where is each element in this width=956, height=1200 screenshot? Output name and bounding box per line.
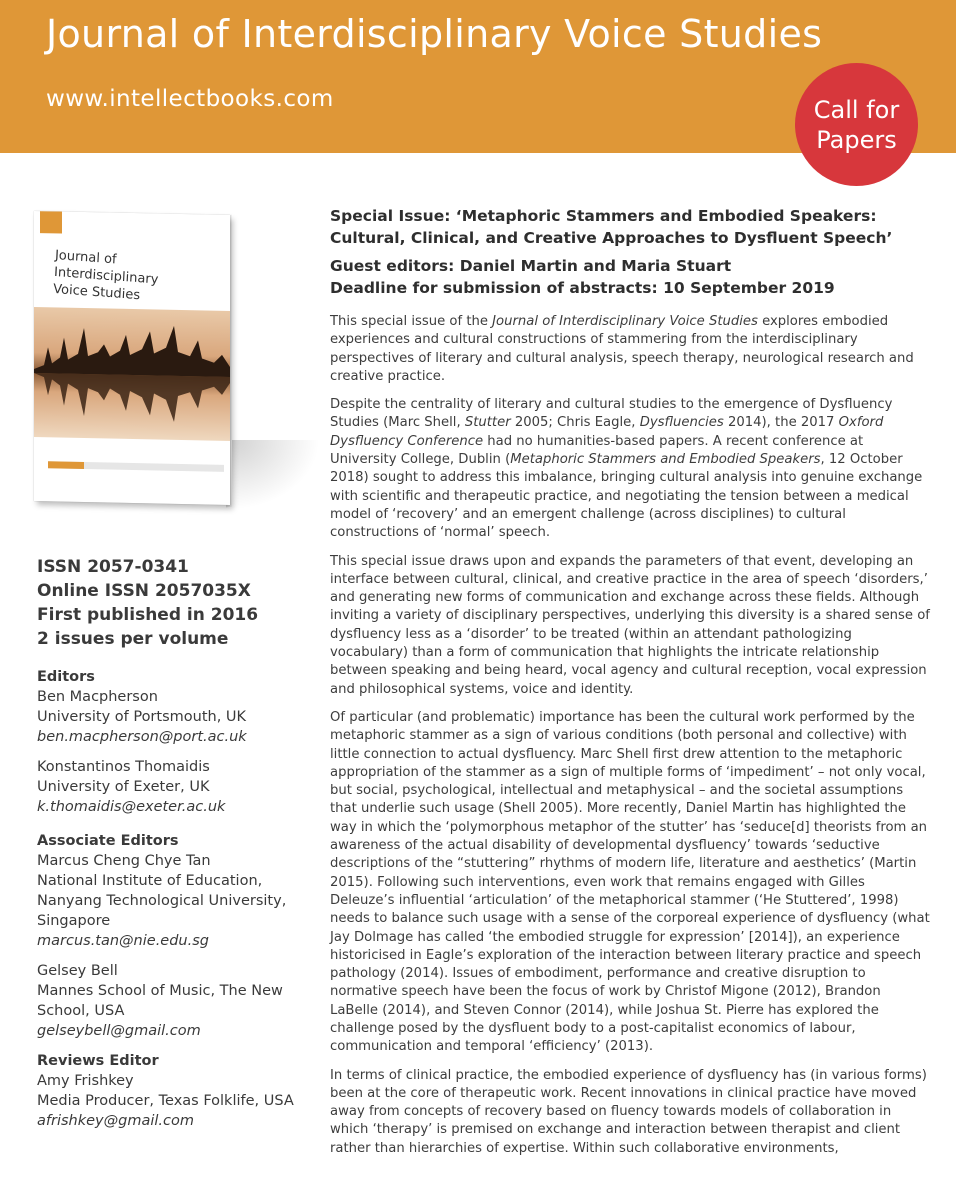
issn: ISSN 2057-0341: [37, 557, 189, 577]
left-column: [37, 555, 307, 1131]
paragraph-3: This special issue draws upon and expands the parameters of that event, developing an interface between cultural, clinical, and creative practice in the area of speech ‘disorders,’ and generating new forms of communication and exchange across these fields. Although inviting a variety of disciplinary perspectives, underlying this diversity is a shared sense of dysfluency less as a ‘disorder’ to be treated (within an attendant pathologizing vocabulary) than a form of communication that highlights the intricate relationship between speaking and being heard, vocal agency and cultural reception, vocal expression and philosophical systems, voice and identity.: [330, 553, 930, 697]
editor-2: [37, 757, 307, 817]
associate-editor-1: [37, 851, 307, 951]
editor-name: Konstantinos Thomaidis: [37, 759, 210, 775]
editor-email[interactable]: ben.macpherson@port.ac.uk: [37, 729, 247, 745]
cover-shadow: [230, 440, 320, 510]
associate-editors-section: [37, 831, 307, 1041]
associate-editor-email[interactable]: marcus.tan@nie.edu.sg: [37, 933, 209, 949]
cover-reflection-graphic: [34, 307, 230, 441]
online-issn: Online ISSN 2057035X: [37, 581, 251, 601]
editor-email[interactable]: k.thomaidis@exeter.ac.uk: [37, 799, 226, 815]
associate-editor-email[interactable]: gelseybell@gmail.com: [37, 1023, 201, 1039]
call-for-papers-badge: [795, 63, 918, 186]
reviews-editor-heading: Reviews Editor: [37, 1053, 159, 1069]
cover-footer: [48, 461, 224, 472]
reviews-editor-affiliation: Media Producer, Texas Folklife, USA: [37, 1093, 294, 1109]
guest-editors: Guest editors: Daniel Martin and Maria Stuart: [330, 257, 732, 275]
paragraph-2: Despite the centrality of literary and cultural studies to the emergence of Dysfluency Studies (Marc Shell, Stutter 2005; Chris Eagle, Dysfluencies 2014), the 2017 Oxford Dysfluency Conference had no humanities-based papers. A recent conference at University College, Dublin (Metaphoric Stammers and Embodied Speakers, 12 October 2018) sought to address this imbalance, bringing cultural analysis into genuine exchange with scientific and therapeutic practice, and negotiating the tension between a medical model of ‘recovery’ and an emergent challenge (across disciplines) to cultural constructions of ‘normal’ speech.: [330, 397, 923, 541]
associate-editor-2: [37, 961, 307, 1041]
cover-tab: [40, 211, 62, 233]
reviews-editor-name: Amy Frishkey: [37, 1073, 134, 1089]
reviews-editor-email[interactable]: afrishkey@gmail.com: [37, 1113, 194, 1129]
editors-section: [37, 667, 307, 817]
reviews-editor-section: [37, 1051, 307, 1131]
badge-line-2: Papers: [816, 125, 897, 154]
paragraph-1: This special issue of the Journal of Interdisciplinary Voice Studies explores embodied experiences and cultural constructions of stammering from the interdisciplinary perspectives of literary and cultural analysis, speech therapy, neurological research and creative practice.: [330, 314, 914, 384]
first-published: First published in 2016: [37, 605, 259, 625]
cover-title: [53, 247, 225, 310]
cover-title-line-1: Journal of Interdisciplinary: [53, 247, 159, 288]
editors-heading: Editors: [37, 669, 95, 685]
abstract-deadline: Deadline for submission of abstracts: 10 September 2019: [330, 279, 835, 297]
editor-name: Ben Macpherson: [37, 689, 158, 705]
cover-front: [34, 211, 230, 505]
issn-block: [37, 555, 307, 651]
badge-line-1: Call for: [813, 95, 900, 124]
cover-artwork: [34, 307, 230, 441]
associate-editors-heading: Associate Editors: [37, 833, 179, 849]
special-issue-title: Special Issue: ‘Metaphoric Stammers and Embodied Speakers: Cultural, Clinical, and Creative Approaches to Dysfluent Speech’: [330, 207, 893, 247]
reviews-editor: [37, 1071, 307, 1131]
associate-editor-affiliation: National Institute of Education, Nanyang Technological University, Singapore: [37, 873, 287, 929]
associate-editor-name: Marcus Cheng Chye Tan: [37, 853, 211, 869]
website-link[interactable]: www.intellectbooks.com: [46, 86, 334, 112]
editor-affiliation: University of Exeter, UK: [37, 779, 210, 795]
issues-per-volume: 2 issues per volume: [37, 629, 229, 649]
main-column: [330, 205, 930, 1158]
guest-editors-deadline: [330, 255, 930, 299]
paragraph-4: Of particular (and problematic) importance has been the cultural work performed by the metaphoric stammer as a sign of various conditions (both personal and collective) with little connection to actual dysfluency. Marc Shell first drew attention to the metaphoric appropriation of the stammer as a sign of multiple forms of ‘impediment’ – not only vocal, but social, psychological, intellectual and metaphysical – and the societal assumptions that underlie such usage (Shell 2005). More recently, Daniel Martin has highlighted the way in which the ‘polymorphous metaphor of the stutter’ has ‘seduce[d] theorists from an awareness of the actual disability of developmental dysfluency’ towards ‘seductive descriptions of the “stuttering” rhythms of modern life, literature and aesthetics’ (Martin 2015). Following such interventions, even work that remains engaged with Gilles Deleuze’s influential ‘articulation’ of the metaphorical stammer (‘He Stuttered’, 1998) needs to balance such usage with a sense of the corporeal experience of dysfluency (what Jay Dolmage has called ‘the embodied struggle for expression’ [2014]), an experience historicised in Eagle’s exploration of the interaction between literary practice and speech pathology (2014). Issues of embodiment, performance and creative disruption to normative speech have been the focus of work by Christof Migone (2012), Brandon LaBelle (2014), and Steven Connor (2014), while Joshua St. Pierre has explored the challenge posed by the dysfluent body to a post-capitalist economics of labour, communication and temporal ‘efficiency’ (2013).: [330, 709, 930, 1055]
editor-affiliation: University of Portsmouth, UK: [37, 709, 247, 725]
journal-title: Journal of Interdisciplinary Voice Studies: [46, 12, 823, 56]
editor-1: [37, 687, 307, 747]
paragraph-5: In terms of clinical practice, the embodied experience of dysfluency has (in various forms) been at the core of therapeutic work. Recent innovations in clinical practice have moved away from concepts of recovery based on fluency towards models of collaboration in which ‘therapy’ is premised on exchange and interaction between therapist and client rather than hierarchies of expertise. Within such collaborative environments,: [330, 1067, 927, 1156]
associate-editor-affiliation: Mannes School of Music, The New School, USA: [37, 983, 283, 1019]
associate-editor-name: Gelsey Bell: [37, 963, 118, 979]
cover-title-line-2: Voice Studies: [52, 281, 141, 304]
journal-cover-image: [30, 205, 300, 525]
